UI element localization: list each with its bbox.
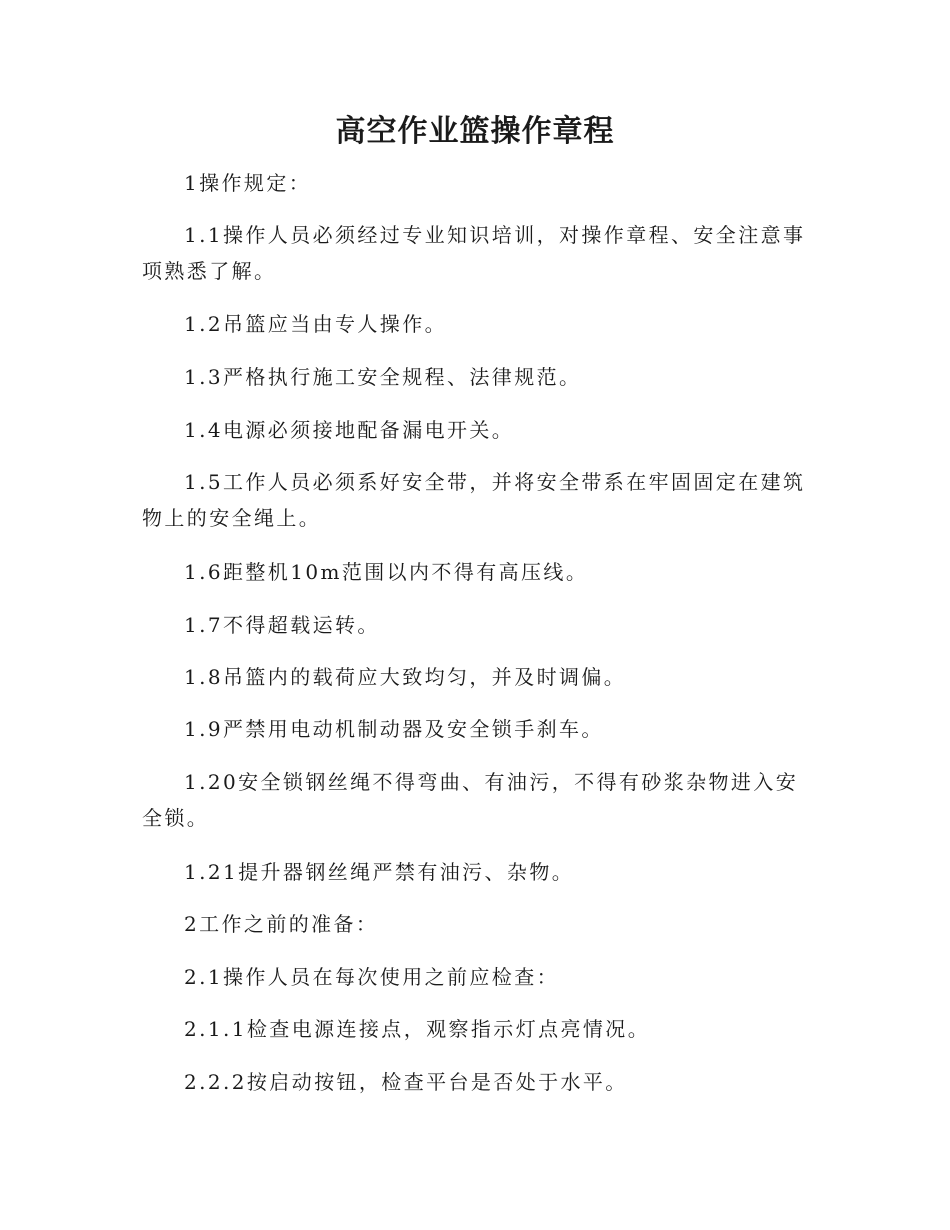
paragraph: 1.20安全锁钢丝绳不得弯曲、有油污，不得有砂浆杂物进入安全锁。 <box>142 770 799 830</box>
paragraph: 1.3严格执行施工安全规程、法律规范。 <box>184 365 582 389</box>
paragraph: 1.21提升器钢丝绳严禁有油污、杂物。 <box>184 860 575 884</box>
paragraph: 1.8吊篮内的载荷应大致均匀，并及时调偏。 <box>184 665 627 689</box>
paragraph: 2.1操作人员在每次使用之前应检查： <box>184 965 560 989</box>
section-heading: 2工作之前的准备： <box>184 912 379 936</box>
paragraph: 1.2吊篮应当由专人操作。 <box>184 312 448 336</box>
paragraph: 1.9严禁用电动机制动器及安全锁手刹车。 <box>184 717 604 741</box>
section-heading: 1操作规定： <box>184 171 312 195</box>
paragraph: 1.1操作人员必须经过专业知识培训，对操作章程、安全注意事项熟悉了解。 <box>142 223 806 283</box>
document-title: 高空作业篮操作章程 <box>335 114 615 149</box>
paragraph: 1.5工作人员必须系好安全带，并将安全带系在牢固固定在建筑物上的安全绳上。 <box>142 470 806 530</box>
paragraph: 2.1.1检查电源连接点，观察指示灯点亮情况。 <box>184 1017 651 1041</box>
paragraph: 2.2.2按启动按钮，检查平台是否处于水平。 <box>184 1070 628 1094</box>
paragraph: 1.7不得超载运转。 <box>184 613 380 637</box>
paragraph: 1.6距整机10m范围以内不得有高压线。 <box>184 560 589 584</box>
paragraph: 1.4电源必须接地配备漏电开关。 <box>184 418 515 442</box>
